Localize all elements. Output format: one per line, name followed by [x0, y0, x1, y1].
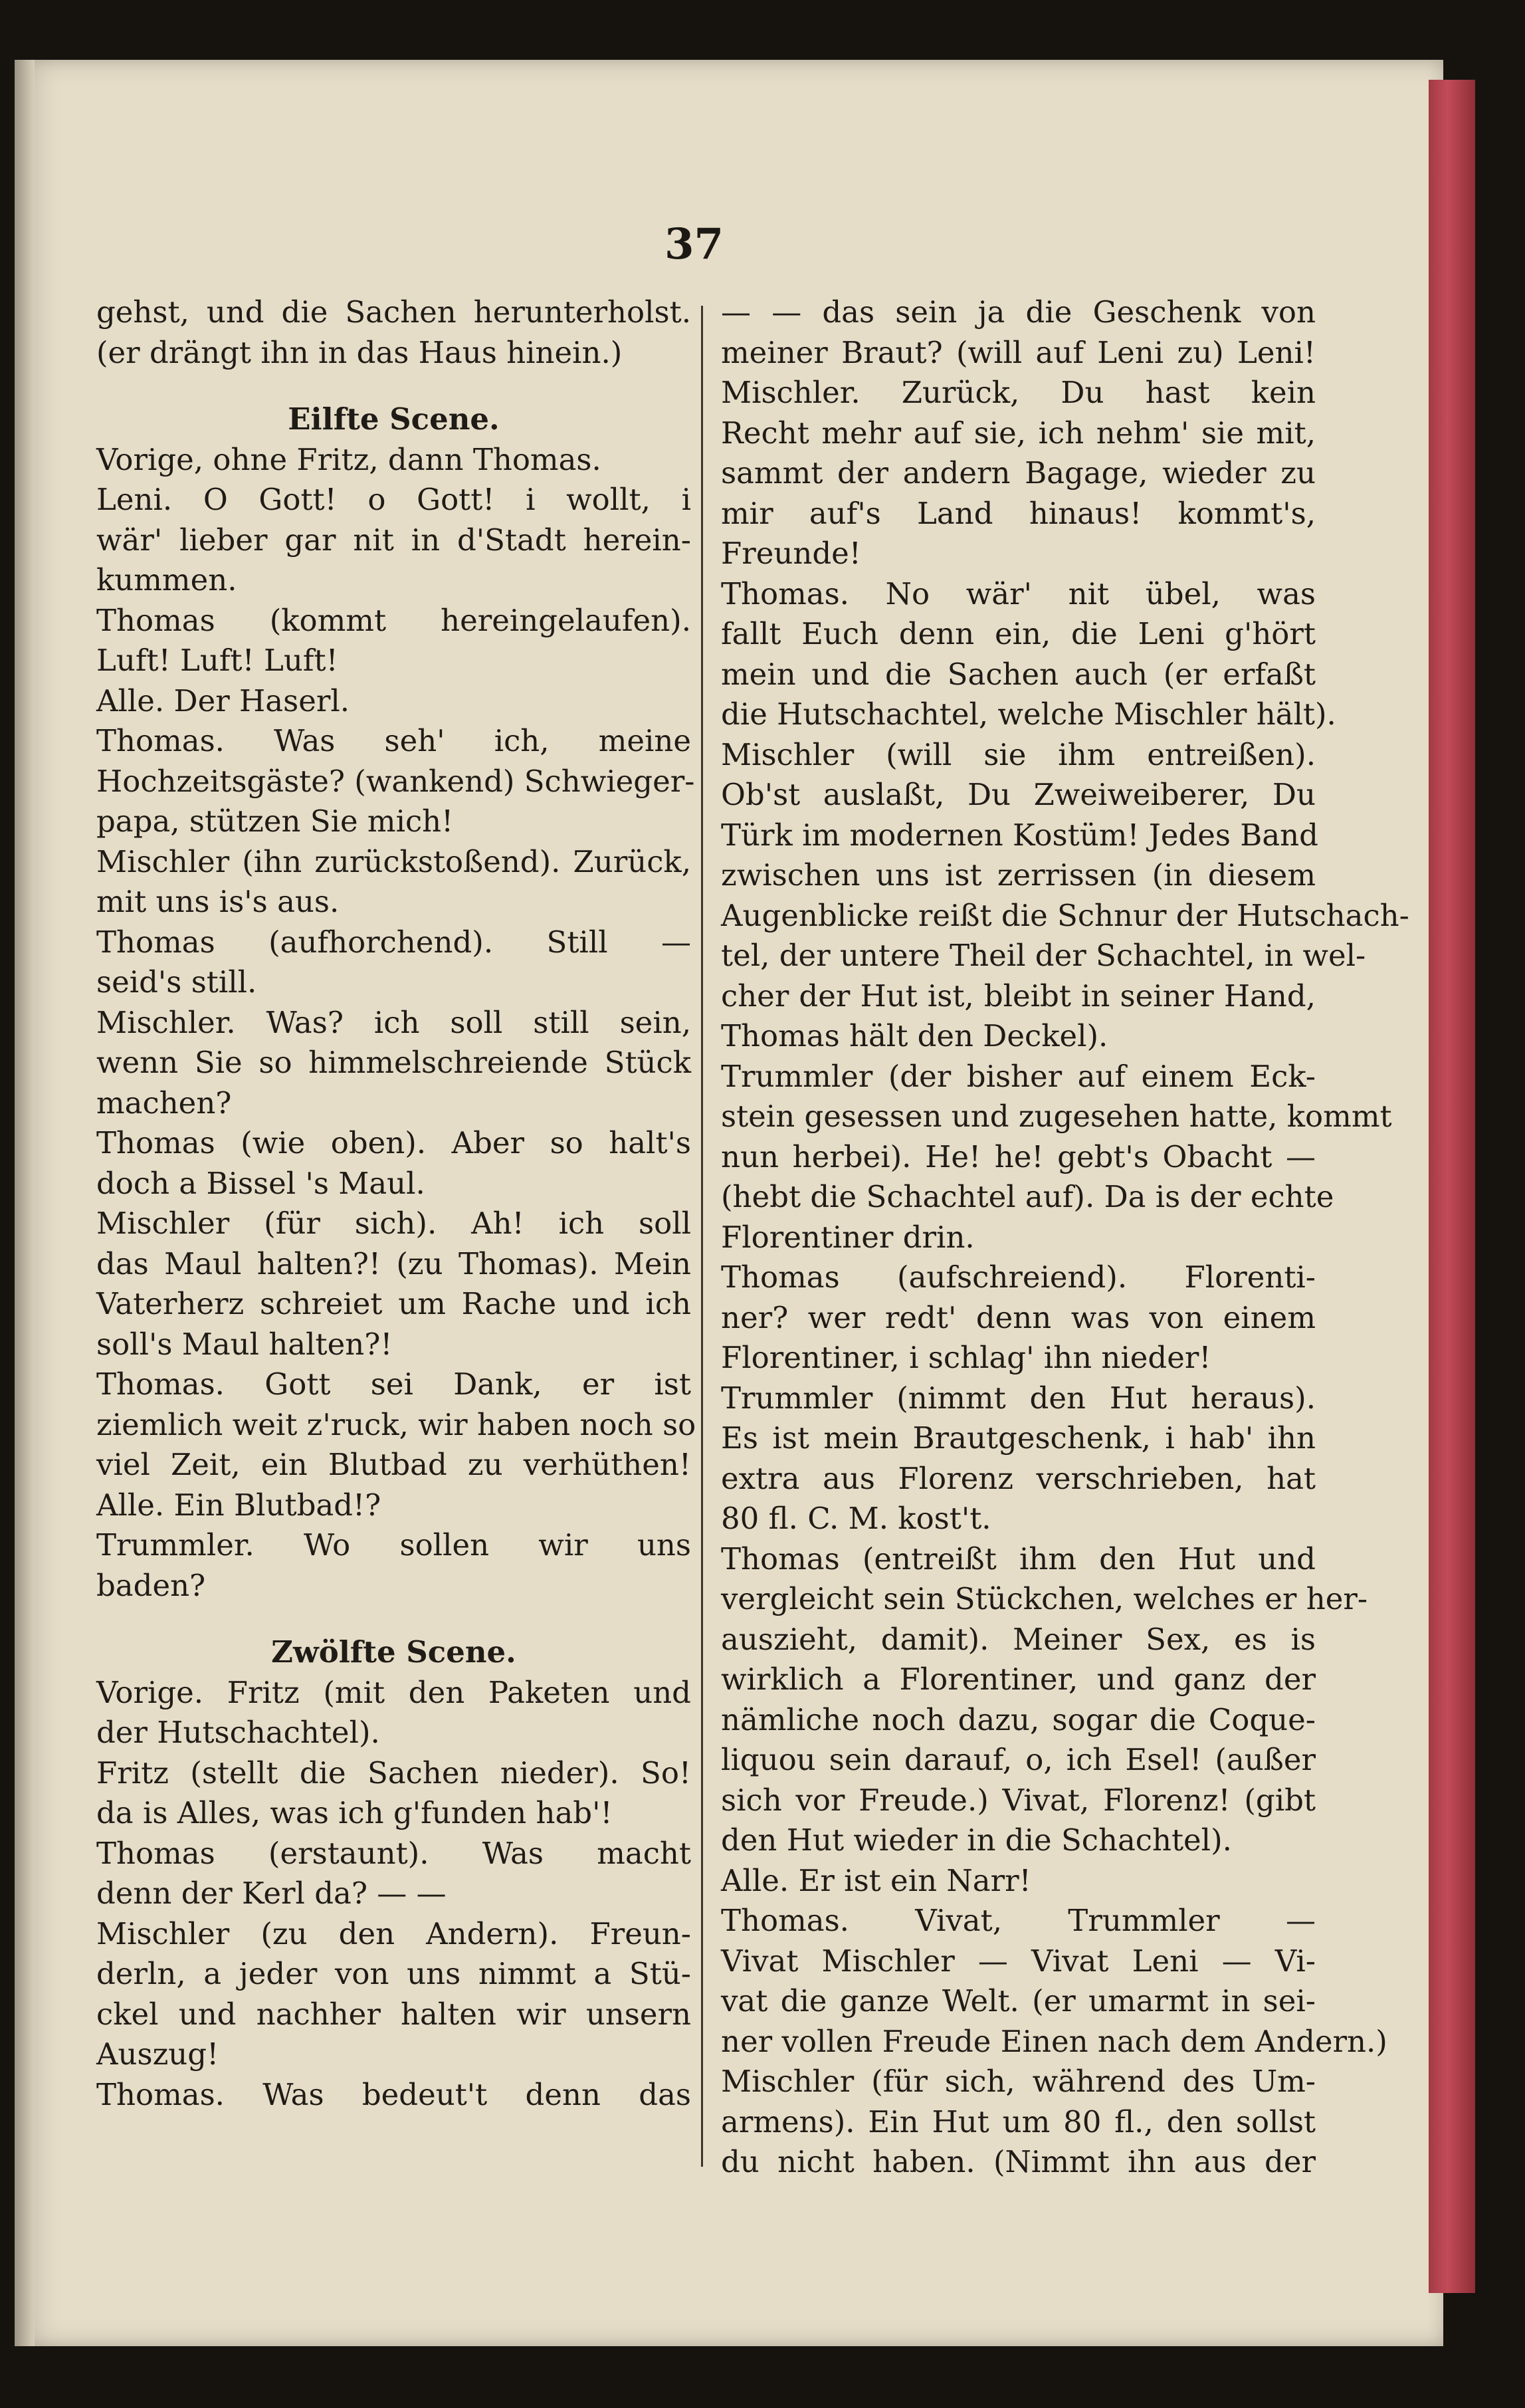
text-line: wär' lieber gar nit in d'Stadt herein-	[96, 522, 691, 558]
text-line: doch a Bissel 's Maul.	[96, 1165, 425, 1201]
text-line: tel, der untere Theil der Schachtel, in wel-	[721, 938, 1366, 973]
text-line: kummen.	[96, 562, 237, 598]
text-line: cher der Hut ist, bleibt in seiner Hand,	[721, 978, 1316, 1014]
text-line: Thomas hält den Deckel).	[721, 1018, 1108, 1053]
text-line: Alle. Der Haserl.	[96, 683, 350, 718]
text-line: sich vor Freude.) Vivat, Florenz! (gibt	[721, 1782, 1316, 1818]
paragraph-gap	[96, 1606, 691, 1632]
text-line: Thomas (erstaunt). Was macht	[96, 1835, 691, 1871]
text-line: Thomas (wie oben). Aber so halt's	[96, 1125, 691, 1160]
text-line: baden?	[96, 1567, 206, 1603]
paragraph-gap	[96, 373, 691, 399]
text-line: Thomas (entreißt ihm den Hut und	[721, 1541, 1316, 1577]
text-line: wirklich a Florentiner, und ganz der	[721, 1662, 1316, 1697]
text-line: derln, a jeder von uns nimmt a Stü-	[96, 1956, 691, 1991]
text-line: Florentiner, i schlag' ihn nieder!	[721, 1340, 1211, 1375]
text-line: zwischen uns ist zerrissen (in diesem	[721, 857, 1316, 893]
text-line: 80 fl. C. M. kost't.	[721, 1501, 991, 1536]
text-line: Auszug!	[96, 2036, 219, 2072]
scene-heading: Zwölfte Scene.	[271, 1634, 516, 1670]
text-line: den Hut wieder in die Schachtel).	[721, 1822, 1232, 1858]
text-line: Thomas (aufschreiend). Florenti-	[721, 1259, 1316, 1295]
text-line: Thomas. Gott sei Dank, er ist	[96, 1367, 691, 1402]
text-line: machen?	[96, 1085, 232, 1121]
text-line: Alle. Ein Blutbad!?	[96, 1487, 381, 1523]
text-line: meiner Braut? (will auf Leni zu) Leni!	[721, 334, 1316, 370]
text-line: mir auf's Land hinaus! kommt's,	[721, 495, 1316, 531]
text-line: extra aus Florenz verschrieben, hat	[721, 1460, 1316, 1496]
text-line: sammt der andern Bagage, wieder zu	[721, 455, 1316, 491]
left-text-column	[96, 292, 696, 2115]
text-line: Mischler (will sie ihm entreißen).	[721, 736, 1316, 772]
text-line: Hochzeitsgäste? (wankend) Schwieger-	[96, 763, 695, 799]
text-line: ner? wer redt' denn was von einem	[721, 1299, 1316, 1335]
text-line: da is Alles, was ich g'funden hab'!	[96, 1795, 613, 1830]
text-line: Vivat Mischler — Vivat Leni — Vi-	[721, 1943, 1316, 1979]
text-line: Trummler (der bisher auf einem Eck-	[721, 1058, 1316, 1094]
text-line: wenn Sie so himmelschreiende Stück	[96, 1045, 691, 1080]
text-line: (er drängt ihn in das Haus hinein.)	[96, 334, 623, 370]
text-line: — — das sein ja die Geschenk von	[721, 294, 1316, 330]
text-line: Freunde!	[721, 536, 861, 571]
text-line: die Hutschachtel, welche Mischler hält).	[721, 697, 1336, 732]
text-line: Fritz (stellt die Sachen nieder). So!	[96, 1755, 691, 1791]
text-line: Mischler. Zurück, Du hast kein	[721, 375, 1316, 410]
text-line: Thomas. No wär' nit übel, was	[721, 576, 1316, 611]
text-line: Mischler. Was? ich soll still sein,	[96, 1004, 691, 1040]
text-line: Luft! Luft! Luft!	[96, 643, 338, 678]
column-divider	[701, 306, 703, 2167]
text-line: seid's still.	[96, 964, 257, 1000]
text-line: Leni. O Gott! o Gott! i wollt, i	[96, 482, 691, 517]
text-line: Thomas (aufhorchend). Still —	[96, 924, 691, 960]
text-line: mit uns is's aus.	[96, 884, 340, 919]
text-line: gehst, und die Sachen herunterholst.	[96, 294, 691, 330]
text-line: Thomas (kommt hereingelaufen).	[96, 602, 691, 638]
text-line: Thomas. Was bedeut't denn das	[96, 2076, 691, 2112]
text-line: Recht mehr auf sie, ich nehm' sie mit,	[721, 415, 1316, 451]
text-line: Mischler (ihn zurückstoßend). Zurück,	[96, 843, 691, 879]
text-line: liquou sein darauf, o, ich Esel! (außer	[721, 1742, 1316, 1777]
text-line: armens). Ein Hut um 80 fl., den sollst	[721, 2104, 1316, 2139]
text-line: Mischler (zu den Andern). Freun-	[96, 1915, 691, 1951]
text-line: Florentiner drin.	[721, 1219, 975, 1255]
text-line: vergleicht sein Stückchen, welches er her-	[721, 1581, 1368, 1616]
text-line: Trummler. Wo sollen wir uns	[96, 1527, 691, 1563]
text-line: Vorige. Fritz (mit den Paketen und	[96, 1674, 691, 1710]
text-line: nämliche noch dazu, sogar die Coque-	[721, 1701, 1316, 1737]
text-line: Es ist mein Brautgeschenk, i hab' ihn	[721, 1420, 1316, 1456]
page-number: 37	[664, 219, 724, 269]
text-line: Mischler (für sich). Ah! ich soll	[96, 1206, 691, 1241]
scene-heading: Eilfte Scene.	[288, 401, 500, 437]
text-line: mein und die Sachen auch (er erfaßt	[721, 656, 1316, 692]
text-line: Mischler (für sich, während des Um-	[721, 2064, 1316, 2099]
text-line: (hebt die Schachtel auf). Da is der echte	[721, 1179, 1334, 1214]
text-line: fallt Euch denn ein, die Leni g'hört	[721, 616, 1316, 651]
page-gutter	[15, 60, 35, 2346]
text-line: soll's Maul halten?!	[96, 1326, 393, 1362]
text-line: Alle. Er ist ein Narr!	[721, 1862, 1031, 1898]
text-line: nun herbei). He! he! gebt's Obacht —	[721, 1139, 1316, 1174]
text-line: ner vollen Freude Einen nach dem Andern.)	[721, 2023, 1387, 2059]
text-line: Thomas. Was seh' ich, meine	[96, 723, 691, 758]
text-line: Thomas. Vivat, Trummler —	[721, 1903, 1316, 1938]
text-line: Augenblicke reißt die Schnur der Hutschach-	[721, 897, 1409, 933]
text-line: ziemlich weit z'ruck, wir haben noch so	[96, 1406, 696, 1442]
right-text-column	[721, 292, 1409, 2183]
text-line: Ob'st auslaßt, Du Zweiweiberer, Du	[721, 777, 1316, 812]
text-line: Trummler (nimmt den Hut heraus).	[721, 1380, 1316, 1416]
text-line: ckel und nachher halten wir unsern	[96, 1996, 691, 2032]
text-line: denn der Kerl da? — —	[96, 1876, 447, 1911]
text-line: vat die ganze Welt. (er umarmt in sei-	[721, 1983, 1316, 2019]
text-line: das Maul halten?! (zu Thomas). Mein	[96, 1246, 691, 1281]
text-line: Türk im modernen Kostüm! Jedes Band	[721, 817, 1318, 853]
text-line: Vorige, ohne Fritz, dann Thomas.	[96, 441, 601, 477]
text-line: Vaterherz schreiet um Rache und ich	[96, 1286, 691, 1321]
text-line: der Hutschachtel).	[96, 1715, 380, 1750]
text-line: stein gesessen und zugesehen hatte, kommt	[721, 1099, 1392, 1134]
text-line: viel Zeit, ein Blutbad zu verhüthen!	[96, 1447, 691, 1482]
text-line: du nicht haben. (Nimmt ihn aus der	[721, 2144, 1316, 2179]
text-line: auszieht, damit). Meiner Sex, es is	[721, 1621, 1316, 1657]
text-line: papa, stützen Sie mich!	[96, 804, 454, 839]
book-red-edge	[1429, 80, 1475, 2293]
